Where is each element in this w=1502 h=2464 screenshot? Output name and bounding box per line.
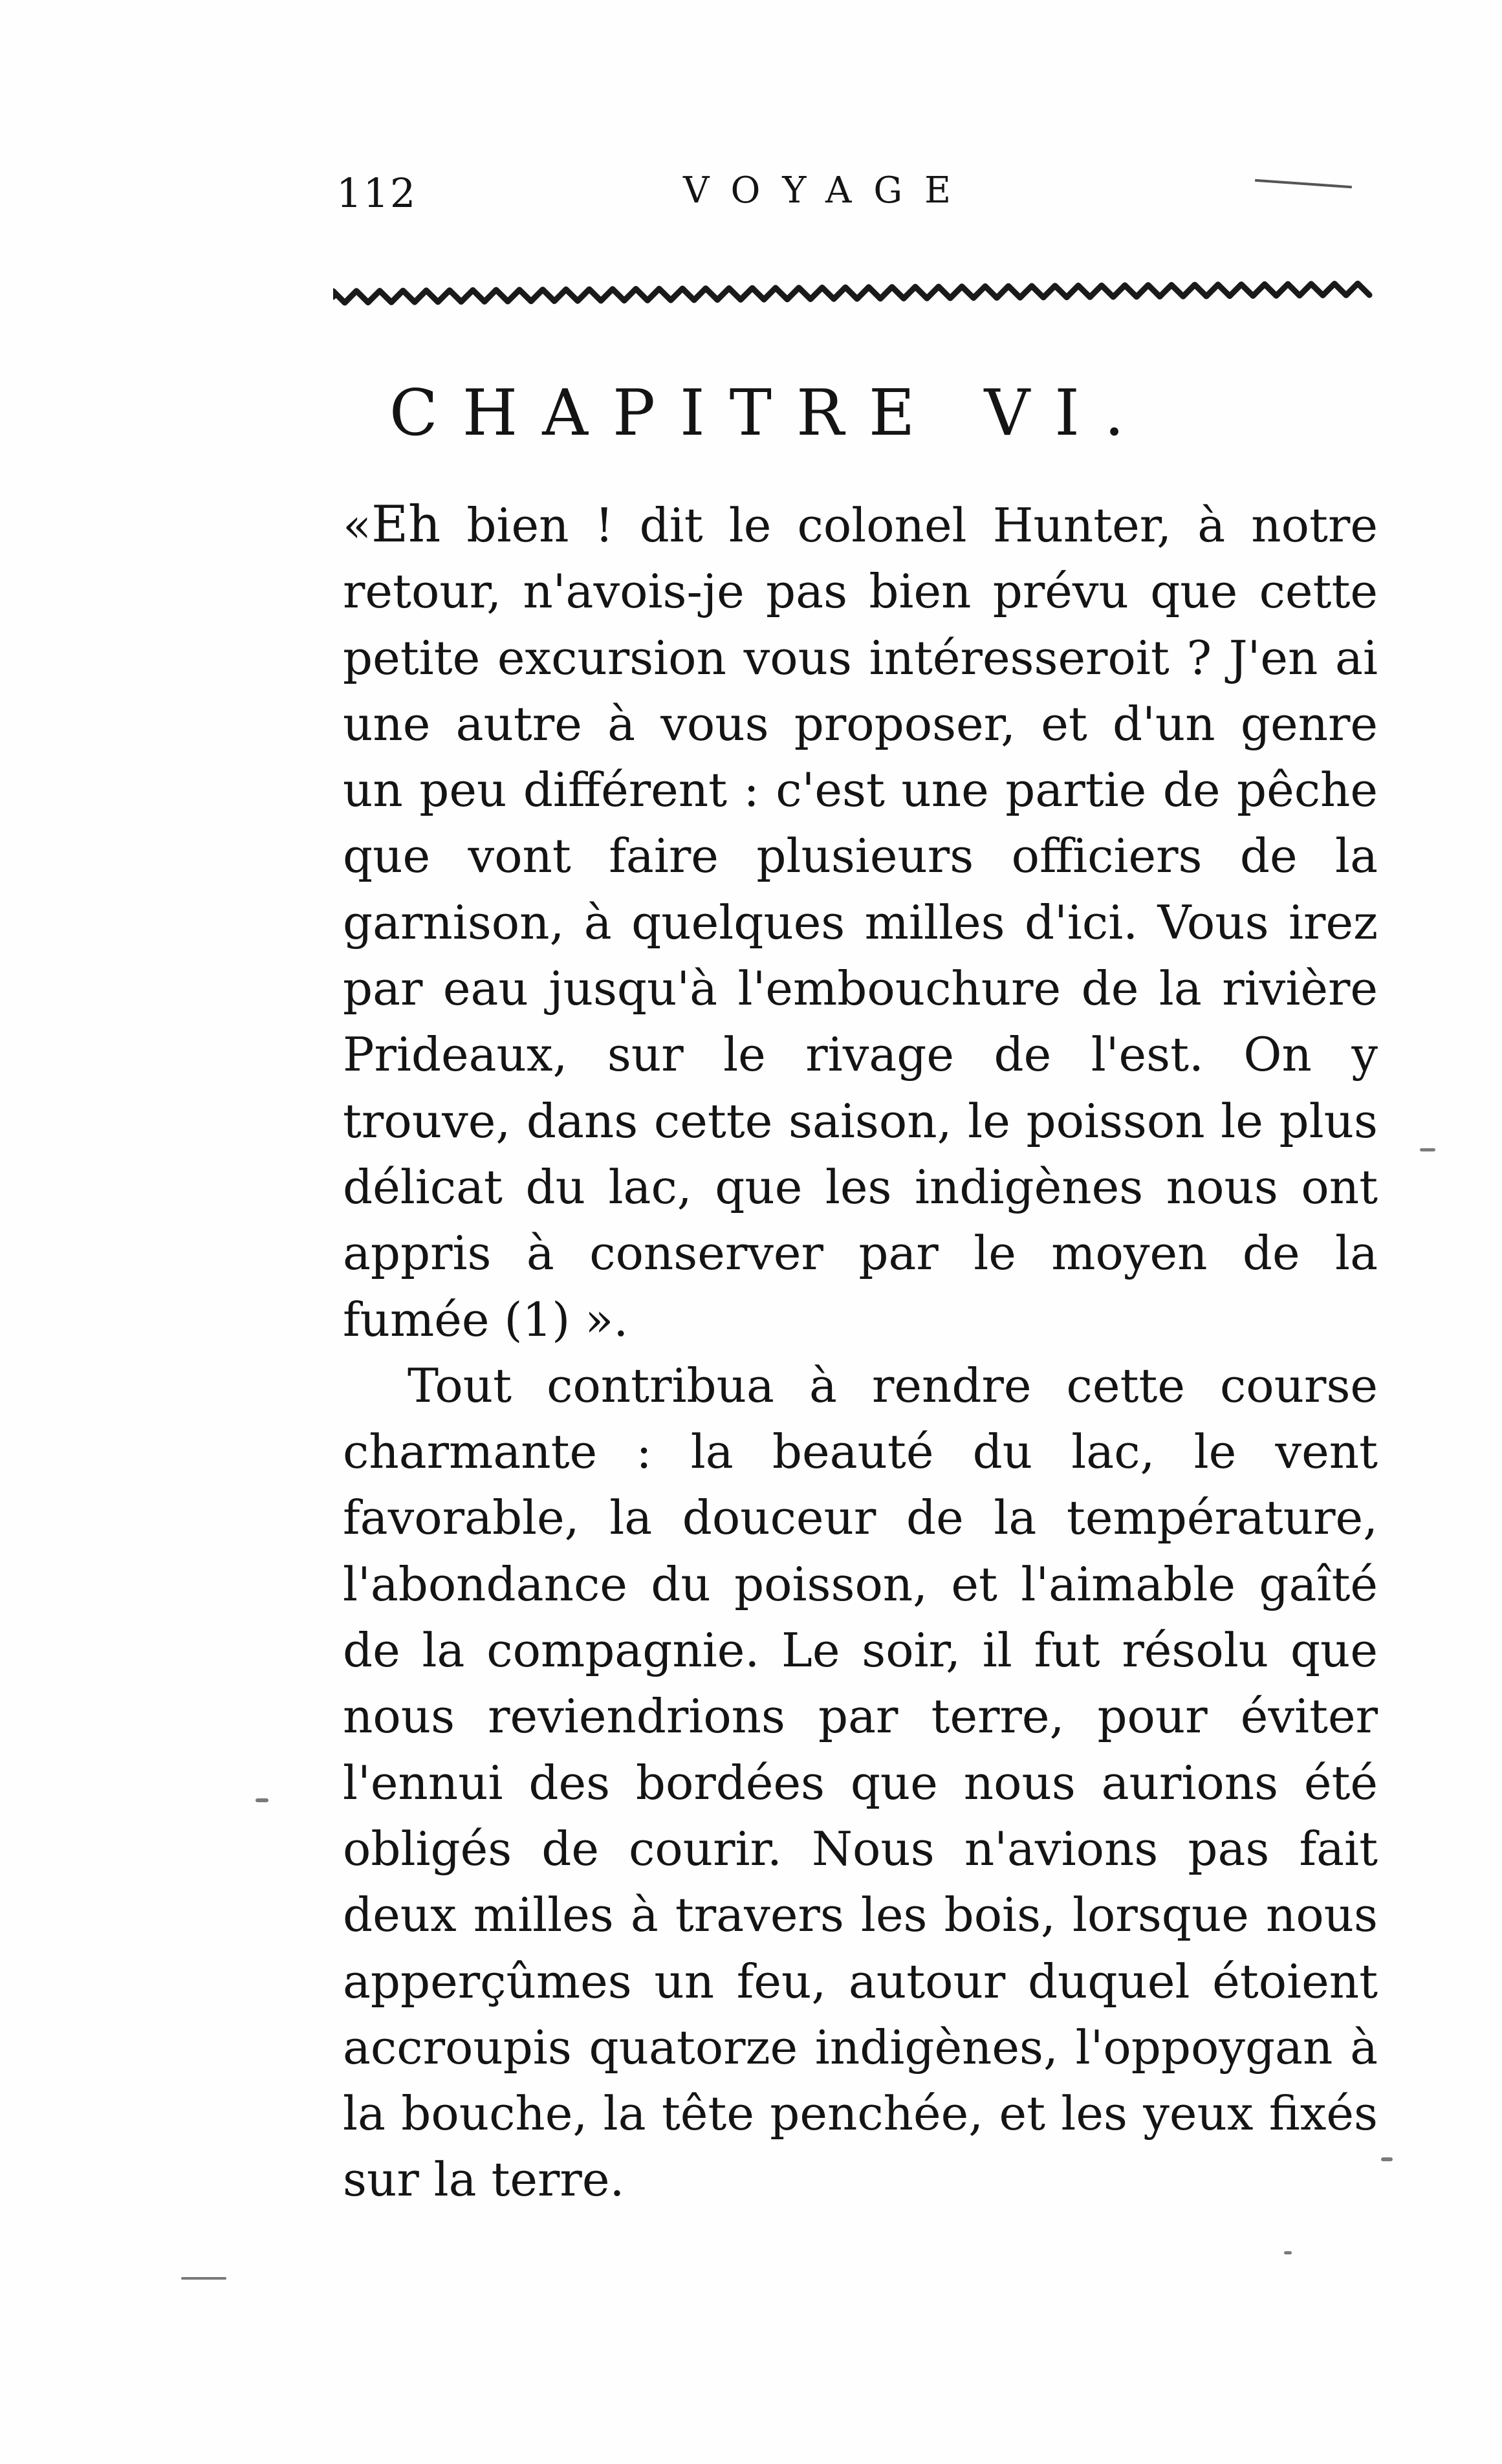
running-head bbox=[336, 169, 1358, 228]
dropcap-initial: Eh bbox=[371, 496, 441, 554]
paragraph-2 bbox=[343, 1353, 1378, 2213]
paragraph-2-text: Tout contribua à rendre cette course charmante : la beauté du lac, le vent favorable, la douceur de la température, l'abondance du poisson, et l'aimable gaîté de la compagnie. Le soir, il fut résolu que nous reviendrions par terre, pour éviter l'ennui des bordées que nous aurions été obligés de courir. Nous n'avions pas fait deux milles à travers les bois, lorsque nous apperçûmes un feu, autour duquel étoient accroupis quatorze indigènes, l'oppoygan à la bouche, la tête penchée, et les yeux fixés sur la terre. bbox=[343, 1358, 1378, 2207]
paper-speck bbox=[181, 2277, 226, 2280]
wavy-rule-ornament bbox=[333, 270, 1378, 316]
paragraph-1 bbox=[343, 492, 1378, 1353]
paper-speck bbox=[1284, 2251, 1292, 2254]
running-title: VOYAGE bbox=[683, 169, 974, 212]
paper-speck bbox=[256, 1798, 268, 1802]
paragraph-1-text: bien ! dit le colonel Hunter, à notre retour, n'avois-je pas bien prévu que cette petite excursion vous intéresseroit ? J'en ai une autre à vous proposer, et d'un genre un peu différent : c'est une partie de pêche que vont faire plusieurs officiers de la garnison, à quelques milles d'ici. Vous irez par eau jusqu'à l'embouchure de la rivière Prideaux, sur le rivage de l'est. On y trouve, dans cette saison, le poisson le plus délicat du lac, que les indigènes nous ont appris à conserver par le moyen de la fumée (1) ». bbox=[343, 498, 1378, 1347]
chapter-heading: CHAPITRE VI. bbox=[389, 376, 1149, 450]
opening-quote: « bbox=[343, 498, 372, 552]
page-number: 112 bbox=[336, 169, 417, 217]
decorative-rule bbox=[1255, 179, 1352, 188]
body-text bbox=[343, 492, 1378, 2213]
paper-speck bbox=[1420, 1148, 1435, 1151]
paper-speck bbox=[1381, 2157, 1393, 2161]
